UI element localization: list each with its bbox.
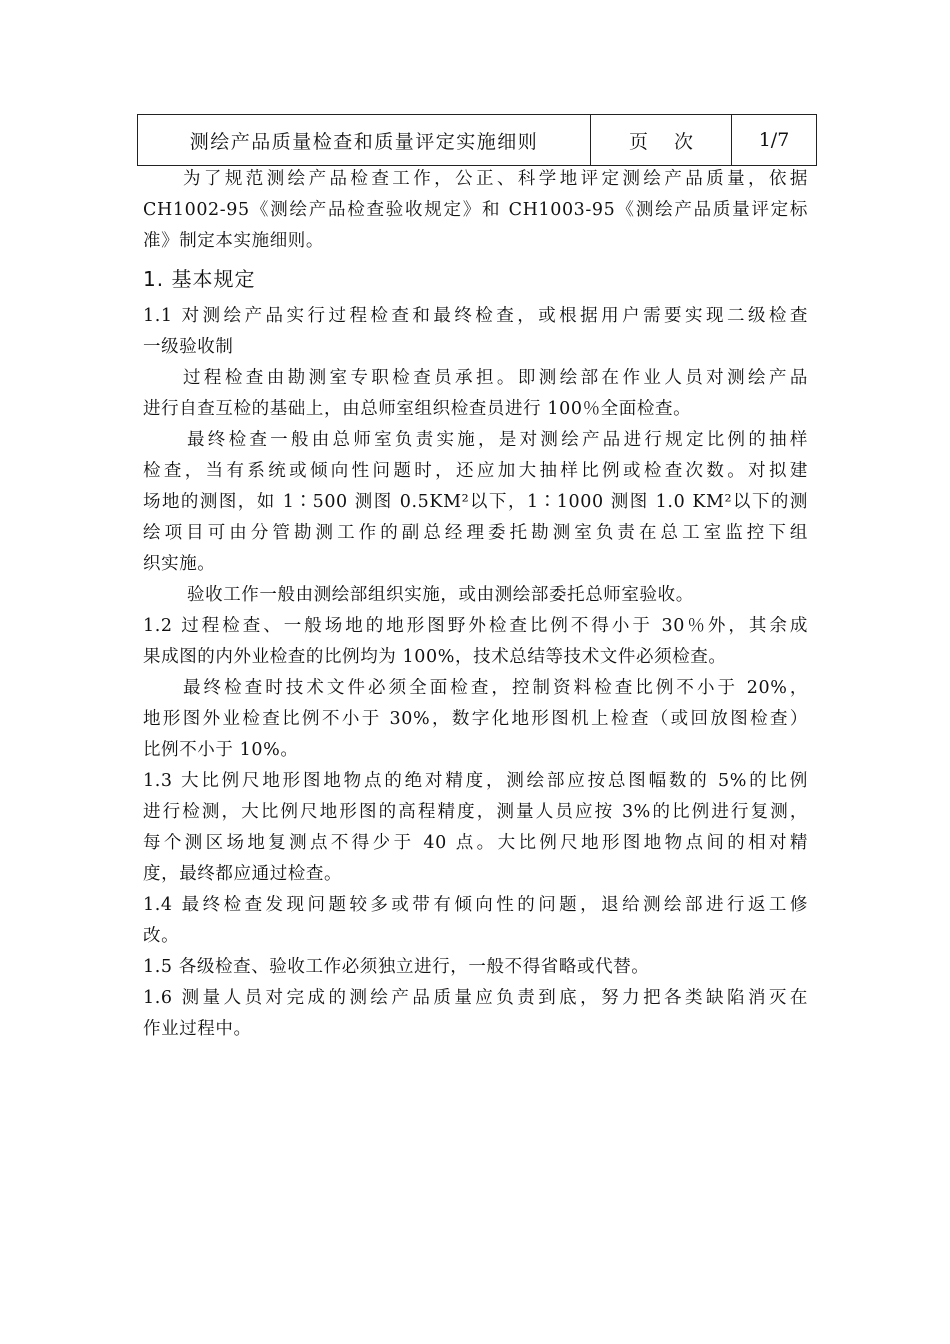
paragraph-line: 地形图外业检查比例不小于 30%，数字化地形图机上检查（或回放图检查） [143,709,808,729]
paragraph-line: 过程检查由勘测室专职检查员承担。即测绘部在作业人员对测绘产品 [183,368,808,388]
paragraph-line: 改。 [143,926,180,946]
paragraph-line: 织实施。 [143,554,216,574]
paragraph-line: 验收工作一般由测绘部组织实施，或由测绘部委托总师室验收。 [187,585,694,605]
header-row [138,115,817,166]
paragraph-line: 进行检测，大比例尺地形图的高程精度，测量人员应按 3%的比例进行复测， [143,802,808,822]
paragraph-line: 准》制定本实施细则。 [143,231,324,251]
page-label: 页次 [591,115,732,166]
paragraph-line: 1.6 测量人员对完成的测绘产品质量应负责到底，努力把各类缺陷消灭在 [143,988,808,1008]
paragraph-line: 最终检查时技术文件必须全面检查，控制资料检查比例不小于 20%， [183,678,808,698]
paragraph-line: 1.3 大比例尺地形图地物点的绝对精度，测绘部应按总图幅数的 5%的比例 [143,771,808,791]
paragraph-line: 作业过程中。 [143,1019,252,1039]
paragraph-line: 最终检查一般由总师室负责实施，是对测绘产品进行规定比例的抽样 [187,430,808,450]
paragraph-line: 1.1 对测绘产品实行过程检查和最终检查，或根据用户需要实现二级检查 [143,306,808,326]
paragraph-line: 进行自查互检的基础上，由总师室组织检查员进行 100％全面检查。 [143,399,692,419]
section-heading: 1. 基本规定 [143,267,256,291]
paragraph-line: CH1002-95《测绘产品检查验收规定》和 CH1003-95《测绘产品质量评定标 [143,200,808,220]
paragraph-line: 绘项目可由分管勘测工作的副总经理委托勘测室负责在总工室监控下组 [143,523,808,543]
paragraph-line: 比例不小于 10%。 [143,740,299,760]
paragraph-line: 一级验收制 [143,337,234,357]
paragraph-line: 果成图的内外业检查的比例均为 100%，技术总结等技术文件必须检查。 [143,647,727,667]
paragraph-line: 1.2 过程检查、一般场地的地形图野外检查比例不得小于 30％外，其余成 [143,616,808,636]
document-body [143,164,808,1045]
paragraph-line: 度，最终都应通过检查。 [143,864,343,884]
paragraph-line: 每个测区场地复测点不得少于 40 点。大比例尺地形图地物点间的相对精 [143,833,808,853]
paragraph-line: 检查，当有系统或倾向性问题时，还应加大抽样比例或检查次数。对拟建 [143,461,808,481]
paragraph-line: 1.5 各级检查、验收工作必须独立进行，一般不得省略或代替。 [143,957,650,977]
paragraph-line: 场地的测图，如 1∶500 测图 0.5KM²以下，1∶1000 测图 1.0 KM²以下的测 [143,492,808,512]
page-number: 1/7 [732,115,817,166]
paragraph-line: 1.4 最终检查发现问题较多或带有倾向性的问题，退给测绘部进行返工修 [143,895,808,915]
document-title: 测绘产品质量检查和质量评定实施细则 [138,115,591,166]
header-table [137,114,817,166]
paragraph-line: 为了规范测绘产品检查工作，公正、科学地评定测绘产品质量，依据 [183,169,808,189]
